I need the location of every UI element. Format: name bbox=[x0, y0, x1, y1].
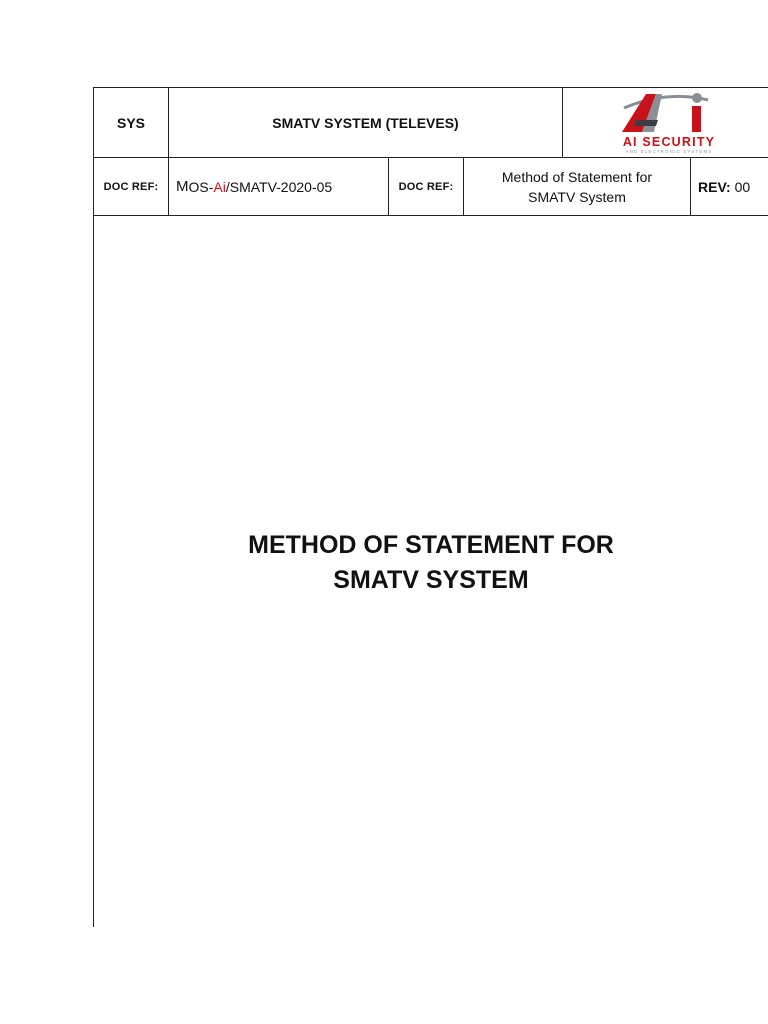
doc-ref-label: DOC REF: bbox=[103, 180, 159, 193]
doc-description bbox=[464, 158, 690, 215]
doc-description-line2: SMATV System bbox=[528, 188, 626, 205]
doc-ref-part-2: OS- bbox=[188, 178, 214, 195]
row1-divider-b bbox=[562, 87, 563, 158]
doc-ref-label-2: DOC REF: bbox=[398, 180, 454, 193]
document-title bbox=[94, 528, 768, 598]
doc-ref-part-3: Ai bbox=[213, 178, 226, 195]
doc-ref-part-1: M bbox=[176, 178, 189, 195]
revision bbox=[691, 158, 768, 215]
rev-label: REV: bbox=[698, 178, 731, 195]
header-bottom-border bbox=[93, 215, 768, 216]
doc-ref-value bbox=[169, 158, 388, 215]
system-title: SMATV SYSTEM (TELEVES) bbox=[272, 114, 459, 131]
logo-tagline-text: AND ELECTRONIC SYSTEMS bbox=[625, 149, 713, 154]
system-code: SYS bbox=[116, 114, 145, 131]
ai-security-logo bbox=[596, 88, 742, 156]
rev-value: 00 bbox=[734, 178, 751, 195]
document-title-line1: METHOD OF STATEMENT FOR bbox=[248, 531, 614, 559]
document-title-line2: SMATV SYSTEM bbox=[333, 566, 529, 594]
doc-ref-part-4: /SMATV-2020-05 bbox=[225, 178, 333, 195]
doc-description-line1: Method of Statement for bbox=[501, 168, 653, 185]
logo-company-text: AI SECURITY bbox=[622, 135, 716, 149]
